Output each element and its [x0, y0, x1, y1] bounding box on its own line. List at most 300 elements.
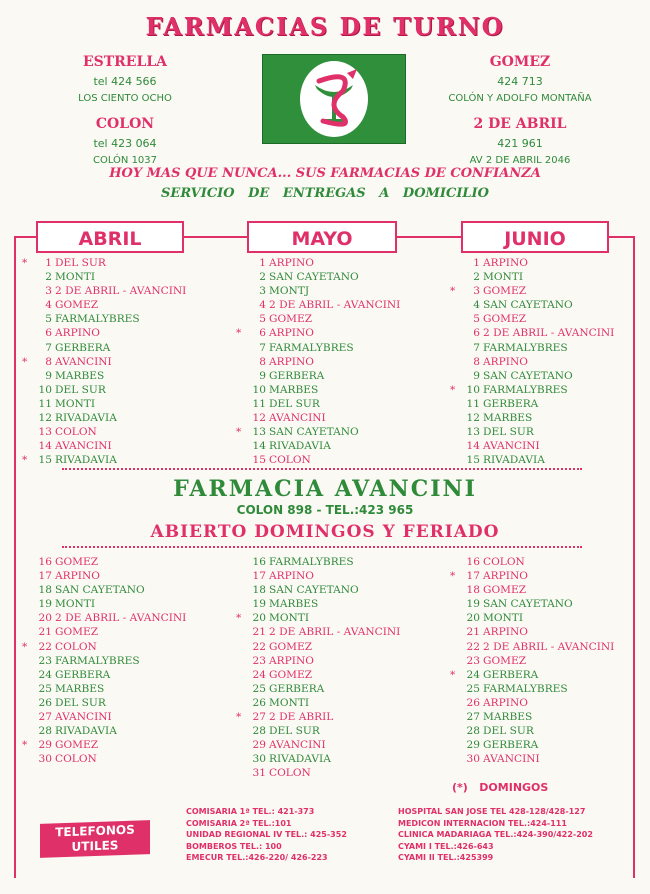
pharmacy-on-duty: MARBES: [269, 598, 319, 611]
day-number: 21: [38, 626, 52, 639]
pharmacy-on-duty: GOMEZ: [483, 654, 527, 667]
schedule-row: [450, 312, 614, 326]
badge-line-1: TELEFONOS: [55, 822, 135, 840]
sunday-marker: *: [22, 454, 28, 467]
schedule-row: [450, 439, 614, 453]
day-number: 27: [466, 711, 480, 724]
pharmacy-on-duty: RIVADAVIA: [269, 753, 331, 766]
pharmacy-on-duty: ARPINO: [483, 570, 528, 583]
day-number: 26: [252, 696, 266, 709]
schedule-row: [236, 453, 400, 467]
pharmacy-on-duty: MONTI: [483, 612, 524, 625]
schedule-row: [236, 766, 400, 780]
schedule-column-junio-1: [450, 256, 614, 467]
pharmacy-on-duty: ARPINO: [269, 654, 314, 667]
pharmacy-address: COLÓN 1037: [92, 155, 158, 166]
pharmacy-on-duty: DEL SUR: [269, 725, 320, 738]
day-number: 19: [466, 598, 480, 611]
month-header-abril: ABRIL: [36, 221, 184, 253]
schedule-row: [450, 668, 614, 682]
schedule-row: [450, 738, 614, 752]
day-number: 15: [252, 454, 266, 467]
schedule-row: [22, 625, 186, 639]
schedule-column-abril-2: [22, 555, 186, 766]
day-number: 6: [259, 327, 266, 340]
day-number: 22: [252, 640, 266, 653]
pharmacy-on-duty: ARPINO: [55, 570, 100, 583]
schedule-row: [450, 397, 614, 411]
phones-right-list: [398, 806, 593, 864]
pharmacy-tel: tel 423 064: [93, 137, 157, 150]
schedule-row: [236, 640, 400, 654]
schedule-row: [236, 752, 400, 766]
pharmacy-on-duty: MARBES: [269, 383, 319, 396]
schedule-row: [236, 611, 400, 625]
schedule-row: [236, 696, 400, 710]
day-number: 2: [45, 271, 52, 284]
sunday-marker: *: [22, 640, 28, 653]
pharmacy-on-duty: ARPINO: [269, 257, 314, 269]
day-number: 2: [259, 271, 266, 284]
day-number: 17: [252, 570, 266, 583]
pharmacy-on-duty: COLON: [483, 556, 525, 568]
schedule-row: [22, 752, 186, 766]
day-number: 5: [473, 313, 480, 326]
day-number: 15: [466, 454, 480, 467]
pharmacy-on-duty: GOMEZ: [55, 556, 99, 568]
pharmacy-on-duty: GERBERA: [483, 397, 539, 410]
phone-line: CYAMI II TEL.:425399: [398, 853, 494, 862]
pharmacy-on-duty: RIVADAVIA: [483, 454, 545, 467]
pharmacy-on-duty: RIVADAVIA: [55, 412, 117, 425]
schedule-row: [22, 298, 186, 312]
day-number: 7: [259, 341, 266, 354]
schedule-row: [450, 583, 614, 597]
pharmacy-on-duty: SAN CAYETANO: [483, 299, 573, 312]
pharmacy-on-duty: ARPINO: [269, 327, 314, 340]
day-number: 22: [38, 640, 52, 653]
pharmacy-on-duty: GOMEZ: [55, 626, 99, 639]
day-number: 25: [252, 682, 266, 695]
pharmacy-on-duty: MONTI: [269, 696, 310, 709]
phone-line: CYAMI I TEL.:426-643: [398, 841, 494, 851]
pharmacy-on-duty: COLON: [269, 454, 311, 467]
schedule-row: [450, 453, 614, 467]
divider-top: [62, 468, 582, 470]
day-number: 8: [259, 355, 266, 368]
schedule-row: [236, 555, 400, 569]
schedule-row: [22, 256, 186, 270]
schedule-row: [450, 326, 614, 340]
badge-line-2: UTILES: [71, 838, 119, 854]
day-number: 4: [45, 299, 52, 312]
day-number: 10: [252, 383, 266, 396]
day-number: 3: [259, 285, 266, 298]
pharmacy-on-duty: FARMALYBRES: [55, 654, 140, 667]
day-number: 11: [252, 397, 266, 410]
schedule-row: [236, 397, 400, 411]
pharmacy-on-duty: GERBERA: [55, 341, 111, 354]
caduceus-cup-icon: [263, 55, 405, 143]
schedule-row: [450, 752, 614, 766]
sunday-marker: *: [22, 355, 28, 368]
pharmacy-name: COLON: [95, 116, 155, 132]
pharmacy-on-duty: 2 DE ABRIL - AVANCINI: [269, 299, 401, 312]
day-number: 13: [38, 426, 52, 439]
pharmacy-on-duty: RIVADAVIA: [55, 454, 117, 467]
pharmacy-on-duty: MARBES: [483, 412, 533, 425]
schedule-row: [236, 710, 400, 724]
pharmacy-on-duty: FARMALYBRES: [269, 556, 354, 568]
day-number: 27: [38, 711, 52, 724]
day-number: 24: [252, 668, 266, 681]
schedule-row: [450, 369, 614, 383]
sunday-marker: *: [450, 668, 456, 681]
schedule-row: [450, 569, 614, 583]
schedule-row: [450, 597, 614, 611]
day-number: 10: [466, 383, 480, 396]
day-number: 13: [252, 426, 266, 439]
schedule-row: [450, 696, 614, 710]
schedule-row: [450, 383, 614, 397]
schedule-column-junio-2: [450, 555, 614, 766]
pharmacy-2-de-abril: [425, 116, 615, 166]
day-number: 18: [466, 584, 480, 597]
pharmacy-on-duty: ARPINO: [483, 257, 528, 269]
day-number: 29: [252, 739, 266, 752]
day-number: 28: [466, 725, 480, 738]
schedule-row: [236, 738, 400, 752]
phone-line: MEDICON INTERNACION TEL.:424-111: [398, 818, 567, 828]
pharmacy-on-duty: GOMEZ: [269, 313, 313, 326]
day-number: 16: [466, 556, 480, 568]
pharmacy-on-duty: GERBERA: [55, 668, 111, 681]
pharmacy-on-duty: DEL SUR: [55, 257, 106, 269]
pharmacy-estrella: [60, 54, 190, 104]
pharmacy-on-duty: SAN CAYETANO: [269, 271, 359, 284]
pharmacy-on-duty: MONTI: [55, 598, 96, 611]
day-number: 9: [45, 369, 52, 382]
pharmacy-on-duty: GOMEZ: [483, 584, 527, 597]
pharmacy-on-duty: MARBES: [483, 711, 533, 724]
day-number: 23: [38, 654, 52, 667]
day-number: 20: [466, 612, 480, 625]
day-number: 8: [45, 355, 52, 368]
schedule-row: [236, 369, 400, 383]
schedule-row: [236, 583, 400, 597]
avancini-address: COLON 898 - TEL.:423 965: [236, 503, 414, 517]
day-number: 30: [466, 753, 480, 766]
sunday-marker: *: [236, 711, 242, 724]
pharmacy-on-duty: COLON: [55, 753, 97, 766]
pharmacy-on-duty: RIVADAVIA: [55, 725, 117, 738]
pharmacy-on-duty: 2 DE ABRIL - AVANCINI: [269, 626, 401, 639]
schedule-row: [236, 625, 400, 639]
day-number: 29: [466, 739, 480, 752]
day-number: 12: [38, 412, 52, 425]
day-number: 5: [259, 313, 266, 326]
pharmacy-on-duty: 2 DE ABRIL - AVANCINI: [55, 612, 187, 625]
pharmacy-on-duty: GERBERA: [269, 682, 325, 695]
pharmacy-on-duty: GOMEZ: [55, 739, 99, 752]
schedule-row: [22, 425, 186, 439]
day-number: 9: [259, 369, 266, 382]
pharmacy-on-duty: DEL SUR: [269, 397, 320, 410]
pharmacy-on-duty: AVANCINI: [483, 440, 540, 453]
schedule-row: [22, 640, 186, 654]
sunday-marker: *: [236, 327, 242, 340]
day-number: 19: [38, 598, 52, 611]
pharmacy-on-duty: FARMALYBRES: [483, 383, 568, 396]
day-number: 20: [252, 612, 266, 625]
schedule-row: [450, 256, 614, 270]
schedule-row: [450, 555, 614, 569]
schedule-column-mayo-2: [236, 555, 400, 781]
schedule-row: [450, 724, 614, 738]
schedule-row: [236, 411, 400, 425]
schedule-row: [450, 270, 614, 284]
schedule-row: [236, 425, 400, 439]
pharmacy-on-duty: FARMALYBRES: [269, 341, 354, 354]
schedule-row: [450, 682, 614, 696]
day-number: 29: [38, 739, 52, 752]
month-header-mayo: MAYO: [247, 221, 397, 253]
schedule-row: [236, 597, 400, 611]
day-number: 5: [45, 313, 52, 326]
schedule-row: [236, 284, 400, 298]
phone-line: COMISARIA 2ª TEL.:101: [186, 818, 292, 828]
schedule-row: [236, 569, 400, 583]
schedule-row: [236, 668, 400, 682]
schedule-row: [22, 369, 186, 383]
schedule-row: [22, 555, 186, 569]
pharmacy-on-duty: GERBERA: [269, 369, 325, 382]
day-number: 25: [38, 682, 52, 695]
sunday-marker: *: [236, 612, 242, 625]
schedule-row: [450, 640, 614, 654]
pharmacy-address: COLÓN Y ADOLFO MONTAÑA: [448, 93, 592, 104]
pharmacy-on-duty: MONTI: [483, 271, 524, 284]
pharmacy-on-duty: DEL SUR: [55, 383, 106, 396]
schedule-row: [236, 383, 400, 397]
schedule-row: [450, 425, 614, 439]
schedule-row: [450, 411, 614, 425]
schedule-row: [450, 611, 614, 625]
pharmacy-on-duty: COLON: [55, 640, 97, 653]
day-number: 4: [259, 299, 266, 312]
schedule-row: [236, 341, 400, 355]
phone-line: UNIDAD REGIONAL IV TEL.: 425-352: [186, 830, 347, 839]
schedule-row: [22, 682, 186, 696]
day-number: 11: [38, 397, 52, 410]
pharmacy-address: AV 2 DE ABRIL 2046: [469, 155, 571, 166]
schedule-row: [22, 668, 186, 682]
schedule-row: [22, 453, 186, 467]
pharmacy-on-duty: SAN CAYETANO: [269, 584, 359, 597]
schedule-row: [236, 326, 400, 340]
pharmacy-on-duty: MONTI: [55, 271, 96, 284]
pharmacy-on-duty: GERBERA: [483, 668, 539, 681]
day-number: 14: [252, 440, 266, 453]
phone-line: COMISARIA 1ª TEL.: 421-373: [186, 807, 315, 816]
domingos-note: (*) DOMINGOS: [452, 781, 549, 794]
schedule-row: [236, 682, 400, 696]
phone-line: HOSPITAL SAN JOSE TEL 428-128/428-127: [398, 807, 586, 816]
day-number: 18: [38, 584, 52, 597]
day-number: 15: [38, 454, 52, 467]
schedule-row: [450, 654, 614, 668]
phone-line: CLINICA MADARIAGA TEL.:424-390/422-202: [398, 830, 593, 839]
day-number: 8: [473, 355, 480, 368]
schedule-row: [236, 654, 400, 668]
page-title: FARMACIAS DE TURNO: [145, 12, 505, 41]
day-number: 7: [473, 341, 480, 354]
day-number: 12: [466, 412, 480, 425]
schedule-row: [236, 312, 400, 326]
pharmacy-on-duty: ARPINO: [483, 626, 528, 639]
pharmacy-on-duty: GOMEZ: [269, 668, 313, 681]
pharmacy-on-duty: GERBERA: [483, 739, 539, 752]
schedule-row: [450, 341, 614, 355]
day-number: 10: [38, 383, 52, 396]
pharmacy-on-duty: DEL SUR: [55, 696, 106, 709]
day-number: 13: [466, 426, 480, 439]
divider-bottom: [62, 546, 582, 548]
pharmacy-on-duty: 2 DE ABRIL - AVANCINI: [483, 327, 615, 340]
day-number: 24: [466, 668, 480, 681]
sunday-marker: *: [450, 383, 456, 396]
schedule-row: [22, 696, 186, 710]
schedule-row: [450, 298, 614, 312]
day-number: 30: [252, 753, 266, 766]
day-number: 4: [473, 299, 480, 312]
pharmacy-on-duty: MARBES: [55, 369, 105, 382]
schedule-column-mayo-1: [236, 256, 400, 467]
schedule-row: [22, 284, 186, 298]
service-line: SERVICIO DE ENTREGAS A DOMICILIO: [161, 186, 489, 201]
pharmacy-on-duty: COLON: [269, 767, 311, 780]
pharmacy-on-duty: GOMEZ: [55, 299, 99, 312]
pharmacy-on-duty: MONTI: [269, 612, 310, 625]
pharmacy-on-duty: ARPINO: [55, 327, 100, 340]
day-number: 31: [252, 767, 266, 780]
pharmacy-on-duty: GOMEZ: [483, 285, 527, 298]
sunday-marker: *: [450, 285, 456, 298]
day-number: 26: [38, 696, 52, 709]
pharmacy-on-duty: ARPINO: [483, 696, 528, 709]
schedule-row: [22, 710, 186, 724]
pharmacy-on-duty: ARPINO: [483, 355, 528, 368]
day-number: 26: [466, 696, 480, 709]
pharmacy-on-duty: ARPINO: [269, 355, 314, 368]
day-number: 20: [38, 612, 52, 625]
pharmacy-name: 2 DE ABRIL: [473, 116, 567, 132]
schedule-row: [22, 383, 186, 397]
schedule-row: [22, 397, 186, 411]
pharmacy-on-duty: 2 DE ABRIL - AVANCINI: [55, 285, 187, 298]
schedule-row: [22, 439, 186, 453]
day-number: 1: [473, 257, 480, 269]
day-number: 23: [252, 654, 266, 667]
schedule-row: [22, 724, 186, 738]
day-number: 6: [473, 327, 480, 340]
day-number: 19: [252, 598, 266, 611]
pharmacy-on-duty: MONTI: [55, 397, 96, 410]
day-number: 22: [466, 640, 480, 653]
pharmacy-name: ESTRELLA: [82, 54, 168, 70]
day-number: 3: [45, 285, 52, 298]
schedule-row: [236, 724, 400, 738]
avancini-title: FARMACIA AVANCINI: [173, 476, 477, 502]
day-number: 16: [38, 556, 52, 568]
schedule-row: [236, 355, 400, 369]
schedule-column-abril-1: [22, 256, 186, 467]
pharmacy-address: LOS CIENTO OCHO: [78, 93, 172, 104]
pharmacy-name: GOMEZ: [489, 54, 551, 70]
day-number: 17: [466, 570, 480, 583]
day-number: 9: [473, 369, 480, 382]
day-number: 28: [252, 725, 266, 738]
day-number: 21: [466, 626, 480, 639]
sunday-marker: *: [22, 257, 28, 269]
telefonos-utiles-badge: [40, 820, 150, 858]
schedule-row: [22, 654, 186, 668]
day-number: 30: [38, 753, 52, 766]
pharmacy-gomez: [425, 54, 615, 104]
schedule-row: [450, 284, 614, 298]
pharmacy-logo: [262, 54, 406, 144]
pharmacy-on-duty: AVANCINI: [55, 711, 112, 724]
sunday-marker: *: [22, 739, 28, 752]
pharmacy-on-duty: SAN CAYETANO: [483, 598, 573, 611]
pharmacy-on-duty: SAN CAYETANO: [269, 426, 359, 439]
day-number: 16: [252, 556, 266, 568]
schedule-row: [22, 355, 186, 369]
pharmacy-on-duty: RIVADAVIA: [269, 440, 331, 453]
pharmacy-on-duty: GOMEZ: [269, 640, 313, 653]
day-number: 6: [45, 327, 52, 340]
schedule-row: [236, 270, 400, 284]
day-number: 21: [252, 626, 266, 639]
schedule-row: [22, 583, 186, 597]
day-number: 3: [473, 285, 480, 298]
phone-line: EMECUR TEL.:426-220/ 426-223: [186, 853, 328, 862]
day-number: 27: [252, 711, 266, 724]
pharmacy-on-duty: AVANCINI: [269, 739, 326, 752]
pharmacy-on-duty: FARMALYBRES: [55, 313, 140, 326]
schedule-row: [22, 312, 186, 326]
day-number: 2: [473, 271, 480, 284]
pharmacy-on-duty: AVANCINI: [55, 440, 112, 453]
day-number: 23: [466, 654, 480, 667]
day-number: 18: [252, 584, 266, 597]
pharmacy-on-duty: FARMALYBRES: [483, 682, 568, 695]
pharmacy-on-duty: ARPINO: [269, 570, 314, 583]
pharmacy-on-duty: DEL SUR: [483, 725, 534, 738]
pharmacy-on-duty: FARMALYBRES: [483, 341, 568, 354]
pharmacy-on-duty: MARBES: [55, 682, 105, 695]
schedule-row: [22, 569, 186, 583]
schedule-row: [22, 326, 186, 340]
abierto-banner: ABIERTO DOMINGOS Y FERIADO: [150, 522, 500, 542]
pharmacy-on-duty: SAN CAYETANO: [483, 369, 573, 382]
phones-left-list: [186, 806, 347, 864]
pharmacy-on-duty: COLON: [55, 426, 97, 439]
pharmacy-tel: 424 713: [497, 75, 543, 88]
schedule-row: [22, 270, 186, 284]
schedule-row: [22, 411, 186, 425]
day-number: 24: [38, 668, 52, 681]
